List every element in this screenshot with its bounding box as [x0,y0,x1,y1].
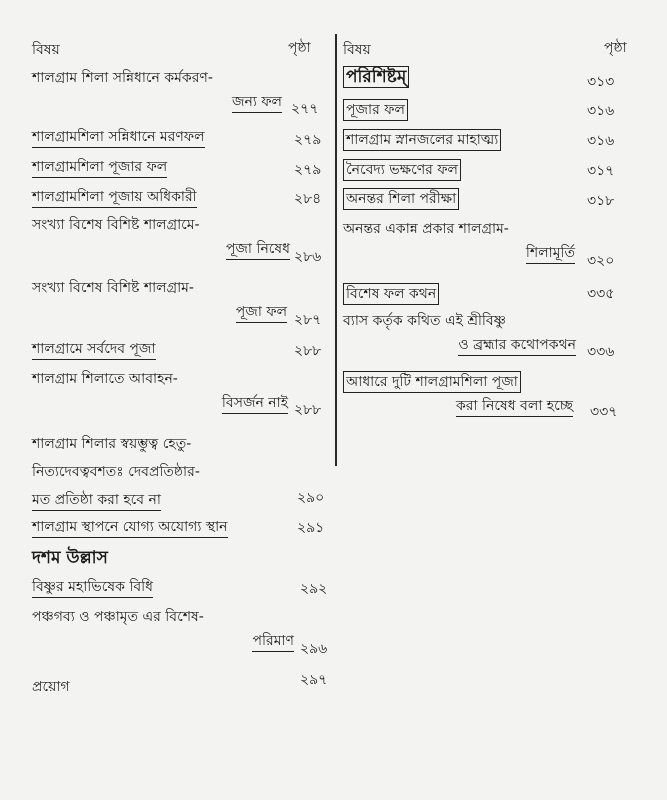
entry-title-line: সংখ্যা বিশেষ বিশিষ্ট শালগ্রাম- [32,280,194,296]
entry-page-number: ২৯০ [297,490,325,506]
toc-entry [32,430,200,514]
entry-title-line: পূজার ফল [343,99,408,121]
entry-page-number: ২৯৭ [300,672,328,688]
toc-entry [32,605,294,653]
entry-page-number: ২৮৪ [294,191,322,207]
toc-entry [32,155,167,179]
entry-page-number: ৩৩৬ [587,344,615,360]
toc-entry [343,158,461,182]
entry-title-line: আধারে দুটি শালগ্রামশিলা পূজা [343,371,521,393]
entry-title-line: শালগ্রাম শিলার স্বয়ম্ভুত্ব হেতু- [32,436,192,452]
entry-title-line: শালগ্রামশিলা সন্নিধানে মরণফল [32,127,205,148]
toc-entry [343,98,408,122]
entry-page-number: ২৭৯ [294,132,322,148]
toc-entry [32,125,205,149]
entry-title-line: নিত্যদেবত্ববশতঃ দেবপ্রতিষ্ঠার- [32,464,200,480]
entry-title-line: পূজা ফল [32,300,287,324]
entry-title-line: শালগ্রাম শিলা সন্নিধানে কর্মকরণ- [32,70,213,86]
entry-title-line: অনন্তর শিলা পরীক্ষা [343,188,459,210]
appendix-heading: পরিশিষ্টম্ [343,66,409,88]
toc-entry [32,66,282,114]
right-page-header: পৃষ্ঠা [604,40,627,56]
column-divider [335,34,337,466]
toc-entry [32,515,228,539]
toc-entry [32,337,156,361]
entry-title-line: বিষ্ণুর মহাভিষেক বিধি [32,577,153,598]
entry-title-line: শালগ্রামশিলা পূজার ফল [32,157,167,178]
entry-page-number: ৩১৬ [587,103,615,119]
entry-page-number: ২৭৯ [294,162,322,178]
entry-title-line: শালগ্রামশিলা পূজায় অধিকারী [32,187,197,208]
entry-page-number: ২৮৮ [294,402,322,418]
entry-page-number: ২৮৬ [294,249,322,265]
entry-page-number: ২৯৬ [300,641,328,657]
entry-title-line: পরিমাণ [32,629,294,653]
toc-entry [343,187,459,211]
toc-entry [343,217,575,265]
entry-title-line: বিসর্জন নাই [32,391,288,415]
left-page-header: পৃষ্ঠা [288,40,311,56]
entry-page-number: ২৯২ [300,581,328,597]
entry-title-line: ব্যাস কর্তৃক কথিত এই শ্রীবিষ্ণু [343,313,506,329]
toc-entry [32,675,70,699]
entry-title-line: সংখ্যা বিশেষ বিশিষ্ট শালগ্রামে- [32,217,200,233]
entry-title-line: শালগ্রামে সর্বদেব পূজা [32,339,156,360]
entry-title-line: পঞ্চগব্য ও পঞ্চামৃত এর বিশেষ- [32,609,204,625]
entry-title-line: পূজা নিষেধ [32,237,290,261]
entry-title-line: অনন্তর একান্ন প্রকার শালগ্রাম- [343,221,509,237]
entry-title-line: নৈবেদ্য ভক্ষণের ফল [343,159,461,181]
toc-entry [32,185,197,209]
entry-page-number: ২৭৭ [291,101,319,117]
right-topic-header: বিষয় [343,42,371,58]
entry-title-line: শিলামূর্তি [343,241,575,265]
entry-page-number: ৩১৮ [587,193,615,209]
entry-page-number: ৩১৬ [587,133,615,149]
toc-entry [32,213,290,261]
entry-title-line: মত প্রতিষ্ঠা করা হবে না [32,490,161,511]
entry-title-line: করা নিষেধ বলা হচ্ছে [343,394,573,418]
toc-entry [32,367,288,415]
section-heading: দশম উল্লাস [32,548,108,568]
entry-page-number: ৩৩৫ [587,286,615,302]
left-topic-header: বিষয় [32,42,60,58]
entry-page-number: ৩১৩ [587,74,615,90]
entry-title-line: ও ব্রহ্মার কথোপকথন [343,333,576,357]
toc-entry [343,282,439,306]
entry-title-line: বিশেষ ফল কথন [343,283,439,305]
entry-title-line: শালগ্রাম স্থাপনে যোগ্য অযোগ্য স্থান [32,517,228,538]
entry-title-line: শালগ্রাম শিলাতে আবাহন- [32,371,178,387]
entry-title-line: শালগ্রাম স্নানজলের মাহাত্ম্য [343,129,501,151]
entry-page-number: ২৯১ [297,520,325,536]
entry-title-line: জন্য ফল [32,90,282,114]
entry-title-line: প্রয়োগ [32,679,70,695]
entry-page-number: ২৮৭ [294,312,322,328]
toc-entry [32,276,287,324]
entry-page-number: ৩২০ [587,253,615,269]
entry-page-number: ৩৩৭ [590,404,618,420]
entry-page-number: ৩১৭ [587,163,615,179]
toc-entry [343,370,573,418]
entry-page-number: ২৮৮ [294,343,322,359]
toc-entry [343,309,576,357]
toc-entry [343,128,501,152]
toc-entry [32,575,153,599]
